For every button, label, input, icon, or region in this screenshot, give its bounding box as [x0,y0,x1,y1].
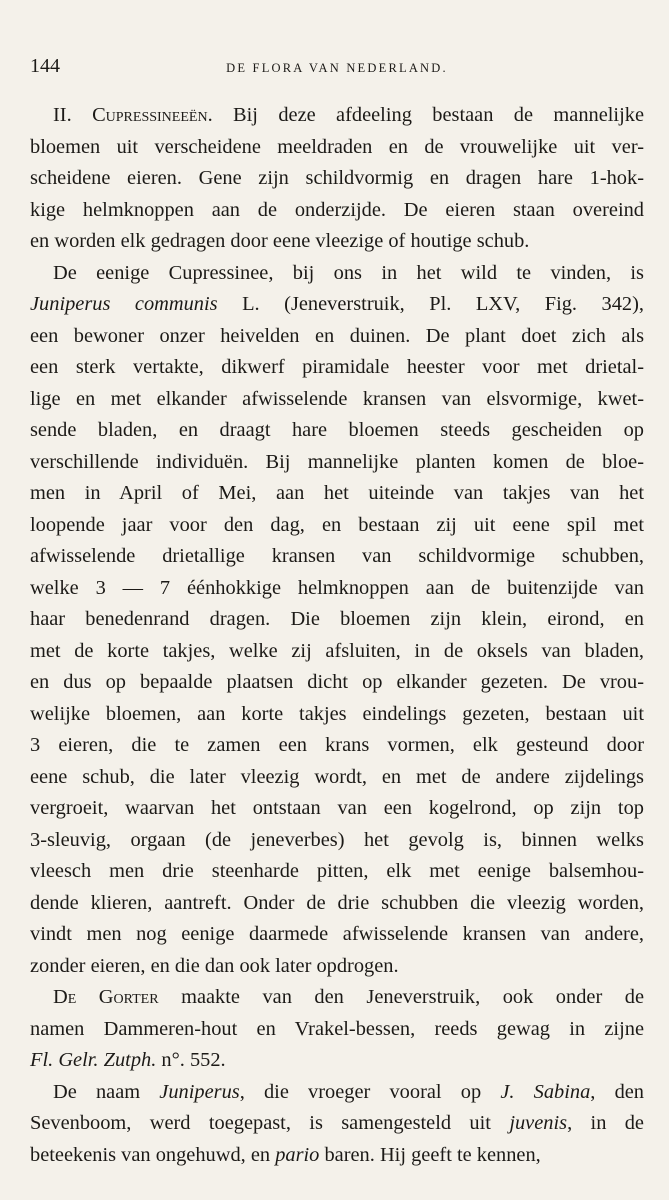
text-segment: afwisselende drietallige kransen van schildvormige schubben, [30,545,644,567]
text-line [30,226,644,258]
text-line [30,699,644,731]
text-segment: beteekenis van ongehuwd, en [30,1143,276,1166]
text-segment: . Bij deze afdeeling bestaan de mannelijke [207,104,644,126]
italic-text: Fl. Gelr. Zutph. [30,1049,157,1071]
text-segment: maakte van den Jeneverstruik, ook onder de [158,986,644,1008]
text-line [30,321,644,353]
text-segment: welke 3 — 7 éénhokkige helmknoppen aan de buitenzijde van [30,576,644,599]
paragraph [30,982,644,1077]
text-segment: kige helmknoppen aan de onderzijde. De eieren staan overeind [30,198,644,221]
text-line [30,919,644,951]
text-segment: II. [53,104,93,126]
text-segment: welijke bloemen, aan korte takjes eindelings gezeten, bestaan uit [30,702,644,725]
text-line [30,289,644,321]
text-segment: bloemen uit verscheidene meeldraden en de vrouwelijke uit ver- [30,135,644,158]
italic-text: Juniperus [159,1080,240,1103]
text-segment: n°. 552. [156,1049,226,1071]
text-segment: vindt men nog eenige daarmede afwisselende kransen van andere, [30,923,644,945]
text-segment: baren. Hij geeft te kennen, [319,1143,541,1166]
text-segment: Sevenboom, werd toegepast, is samengesteld uit [30,1112,510,1134]
small-caps-text: De Gorter [53,986,159,1008]
text-line [30,856,644,888]
text-segment: scheidene eieren. Gene zijn schildvormig en dragen hare 1-hok- [30,167,644,189]
text-line [30,604,644,636]
body-text [30,100,644,1171]
italic-text: pario [275,1143,320,1166]
text-line [30,195,644,227]
text-line [30,982,644,1014]
text-line [30,384,644,416]
text-line [30,415,644,447]
text-segment: vergroeit, waarvan het ontstaan van een kogelrond, op zijn top [30,797,644,819]
page-header [30,55,644,79]
text-segment: , die vroeger vooral op [239,1080,501,1103]
text-segment: en worden elk gedragen door eene vleezige of houtige schub. [30,230,530,252]
text-segment: De naam [53,1080,160,1103]
text-line [30,447,644,479]
page-number: 144 [30,55,60,77]
text-line [30,352,644,384]
text-segment: zonder eieren, en die dan ook later opdrogen. [30,954,399,977]
text-segment: sende bladen, en draagt hare bloemen steeds gescheiden op [30,419,644,441]
text-line [30,1108,644,1140]
text-line [30,951,644,983]
running-title: DE FLORA VAN NEDERLAND. [226,61,448,75]
text-line [30,825,644,857]
text-segment: met de korte takjes, welke zij afsluiten, in de oksels van bladen, [30,639,644,662]
text-segment: en dus op bepaalde plaatsen dicht op elkander gezeten. De vrou- [30,671,644,693]
paragraph [30,258,644,983]
text-segment: verschillende individuën. Bij mannelijke planten komen de bloe- [30,450,644,473]
text-line [30,510,644,542]
text-line [30,1140,644,1172]
text-line [30,730,644,762]
text-line [30,573,644,605]
text-line [30,1077,644,1109]
text-segment: , in de [567,1112,644,1134]
text-segment: vleesch men drie steenharde pitten, elk met eenige balsemhou- [30,860,644,882]
italic-text: J. Sabina [500,1080,591,1103]
text-segment: een sterk vertakte, dikwerf piramidale heester voor met drietal- [30,356,644,378]
text-segment: namen Dammeren-hout en Vrakel-bessen, reeds gewag in zijne [30,1017,644,1040]
text-segment: loopende jaar voor den dag, en bestaan zij uit eene spil met [30,513,644,536]
text-line [30,1045,644,1077]
book-page [30,55,644,1171]
text-line [30,132,644,164]
text-segment: lige en met elkander afwisselende kransen van elsvormige, kwet- [30,387,644,410]
text-segment: De eenige Cupressinee, bij ons in het wild te vinden, is [53,261,644,284]
text-line [30,1014,644,1046]
text-segment: L. (Jeneverstruik, Pl. LXV, Fig. 342), [217,293,644,315]
text-line [30,667,644,699]
text-segment: , den [590,1080,645,1103]
text-segment: een bewoner onzer heivelden en duinen. De plant doet zich als [30,324,644,347]
text-line [30,888,644,920]
small-caps-text: Cupressineeën [92,104,208,126]
paragraph [30,100,644,258]
text-segment: men in April of Mei, aan het uiteinde van takjes van het [30,482,644,504]
italic-text: Juniperus communis [30,293,218,315]
text-line [30,762,644,794]
text-line [30,541,644,573]
text-segment: haar benedenrand dragen. Die bloemen zijn klein, eirond, en [30,608,644,630]
text-segment: dende klieren, aantreft. Onder de drie schubben die vleezig worden, [30,891,644,914]
text-segment: eene schub, die later vleezig wordt, en met de andere zijdelings [30,765,644,788]
text-line [30,163,644,195]
text-segment: 3-sleuvig, orgaan (de jeneverbes) het gevolg is, binnen welks [30,828,644,851]
text-line [30,258,644,290]
text-line [30,793,644,825]
text-line [30,100,644,132]
text-line [30,636,644,668]
text-line [30,478,644,510]
text-segment: 3 eieren, die te zamen een krans vormen, elk gesteund door [30,734,644,756]
paragraph [30,1077,644,1172]
italic-text: juvenis [509,1112,568,1134]
